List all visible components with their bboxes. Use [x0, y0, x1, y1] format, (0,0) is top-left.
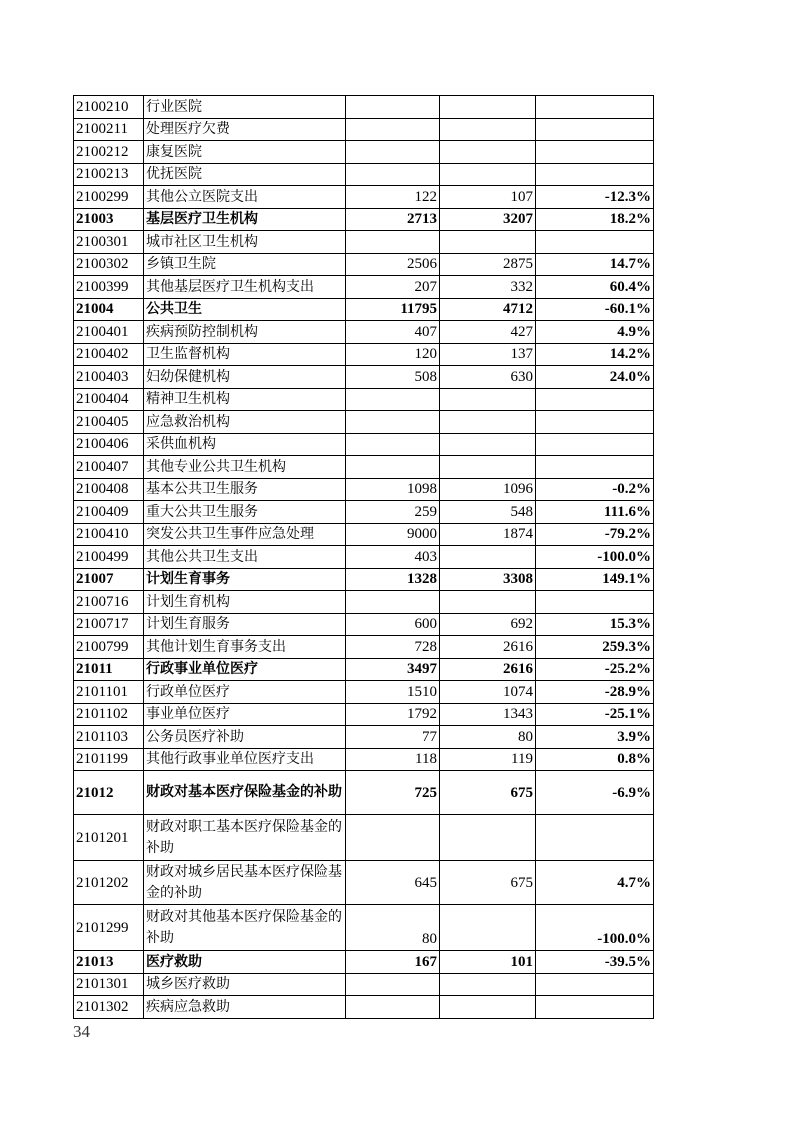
table-row [74, 96, 654, 119]
subject-code-cell: 2100799 [74, 636, 144, 659]
table-row [74, 703, 654, 726]
percent-change-cell [536, 996, 654, 1019]
table-row [74, 996, 654, 1019]
subject-name-cell: 计划生育服务 [144, 613, 346, 636]
percent-change-cell [536, 973, 654, 996]
value-cell: 2713 [346, 208, 440, 231]
value-cell: 119 [440, 748, 536, 771]
subject-name-cell: 疾病应急救助 [144, 996, 346, 1019]
table-row [74, 681, 654, 704]
subject-code-cell: 2101299 [74, 905, 144, 951]
value-cell [346, 163, 440, 186]
table-row [74, 613, 654, 636]
subject-code-cell: 2100406 [74, 433, 144, 456]
value-cell: 508 [346, 366, 440, 389]
subject-name-cell: 行业医院 [144, 96, 346, 119]
table-row [74, 748, 654, 771]
value-cell [440, 231, 536, 254]
value-cell [346, 591, 440, 614]
percent-change-cell [536, 118, 654, 141]
value-cell: 120 [346, 343, 440, 366]
value-cell: 2875 [440, 253, 536, 276]
subject-code-cell: 2101101 [74, 681, 144, 704]
percent-change-cell [536, 231, 654, 254]
subject-code-cell: 2101102 [74, 703, 144, 726]
percent-change-cell: -25.2% [536, 658, 654, 681]
value-cell [346, 433, 440, 456]
value-cell: 11795 [346, 298, 440, 321]
value-cell: 1343 [440, 703, 536, 726]
value-cell: 1328 [346, 568, 440, 591]
percent-change-cell: 4.9% [536, 321, 654, 344]
subject-code-cell: 21013 [74, 951, 144, 974]
value-cell [346, 96, 440, 119]
value-cell: 2616 [440, 658, 536, 681]
subject-code-cell: 21007 [74, 568, 144, 591]
table-row [74, 253, 654, 276]
percent-change-cell: 0.8% [536, 748, 654, 771]
value-cell: 207 [346, 276, 440, 299]
value-cell [440, 591, 536, 614]
subject-name-cell: 公务员医疗补助 [144, 726, 346, 749]
percent-change-cell: 24.0% [536, 366, 654, 389]
table-row [74, 276, 654, 299]
value-cell: 1792 [346, 703, 440, 726]
value-cell: 80 [440, 726, 536, 749]
table-row [74, 973, 654, 996]
value-cell: 3497 [346, 658, 440, 681]
subject-name-cell: 采供血机构 [144, 433, 346, 456]
table-row [74, 591, 654, 614]
value-cell [346, 141, 440, 164]
table-row [74, 433, 654, 456]
subject-code-cell: 2100404 [74, 388, 144, 411]
percent-change-cell: -60.1% [536, 298, 654, 321]
value-cell [346, 456, 440, 479]
percent-change-cell: 14.2% [536, 343, 654, 366]
table-row [74, 163, 654, 186]
percent-change-cell [536, 815, 654, 861]
subject-name-cell: 行政单位医疗 [144, 681, 346, 704]
subject-code-cell: 2100299 [74, 186, 144, 209]
table-row [74, 726, 654, 749]
percent-change-cell: -0.2% [536, 478, 654, 501]
percent-change-cell: 14.7% [536, 253, 654, 276]
subject-code-cell: 2100399 [74, 276, 144, 299]
value-cell: 137 [440, 343, 536, 366]
subject-name-cell: 精神卫生机构 [144, 388, 346, 411]
subject-name-cell: 卫生监督机构 [144, 343, 346, 366]
table-row [74, 411, 654, 434]
value-cell: 675 [440, 771, 536, 815]
percent-change-cell [536, 411, 654, 434]
subject-code-cell: 2101103 [74, 726, 144, 749]
value-cell: 1096 [440, 478, 536, 501]
subject-name-cell: 计划生育事务 [144, 568, 346, 591]
value-cell: 600 [346, 613, 440, 636]
value-cell: 107 [440, 186, 536, 209]
subject-name-cell: 突发公共卫生事件应急处理 [144, 523, 346, 546]
table-row [74, 501, 654, 524]
subject-code-cell: 2100405 [74, 411, 144, 434]
value-cell [346, 815, 440, 861]
value-cell: 3207 [440, 208, 536, 231]
value-cell: 77 [346, 726, 440, 749]
value-cell: 122 [346, 186, 440, 209]
value-cell [440, 456, 536, 479]
subject-code-cell: 21011 [74, 658, 144, 681]
subject-code-cell: 2101301 [74, 973, 144, 996]
subject-name-cell: 应急救治机构 [144, 411, 346, 434]
value-cell: 675 [440, 861, 536, 905]
percent-change-cell: -25.1% [536, 703, 654, 726]
value-cell: 2506 [346, 253, 440, 276]
table-row [74, 321, 654, 344]
value-cell [346, 388, 440, 411]
subject-name-cell: 重大公共卫生服务 [144, 501, 346, 524]
value-cell: 403 [346, 546, 440, 569]
value-cell: 118 [346, 748, 440, 771]
table-row [74, 343, 654, 366]
subject-code-cell: 2100212 [74, 141, 144, 164]
percent-change-cell: 149.1% [536, 568, 654, 591]
percent-change-cell: -28.9% [536, 681, 654, 704]
subject-name-cell: 财政对城乡居民基本医疗保险基金的补助 [144, 861, 346, 905]
subject-name-cell: 医疗救助 [144, 951, 346, 974]
value-cell [440, 141, 536, 164]
subject-code-cell: 21004 [74, 298, 144, 321]
percent-change-cell: -6.9% [536, 771, 654, 815]
value-cell [440, 118, 536, 141]
percent-change-cell [536, 163, 654, 186]
value-cell: 259 [346, 501, 440, 524]
table-row [74, 636, 654, 659]
subject-name-cell: 财政对其他基本医疗保险基金的补助 [144, 905, 346, 951]
percent-change-cell: 111.6% [536, 501, 654, 524]
subject-name-cell: 乡镇卫生院 [144, 253, 346, 276]
percent-change-cell [536, 96, 654, 119]
table-row [74, 523, 654, 546]
subject-name-cell: 其他公立医院支出 [144, 186, 346, 209]
subject-code-cell: 2100302 [74, 253, 144, 276]
value-cell [440, 96, 536, 119]
subject-code-cell: 2100408 [74, 478, 144, 501]
percent-change-cell [536, 591, 654, 614]
percent-change-cell [536, 141, 654, 164]
subject-name-cell: 康复医院 [144, 141, 346, 164]
value-cell: 407 [346, 321, 440, 344]
category-row [74, 298, 654, 321]
value-cell [346, 231, 440, 254]
subject-code-cell: 2100403 [74, 366, 144, 389]
value-cell: 548 [440, 501, 536, 524]
subject-code-cell: 2100301 [74, 231, 144, 254]
subject-code-cell: 2100410 [74, 523, 144, 546]
value-cell: 1098 [346, 478, 440, 501]
value-cell: 332 [440, 276, 536, 299]
percent-change-cell: 18.2% [536, 208, 654, 231]
subject-name-cell: 事业单位医疗 [144, 703, 346, 726]
subject-name-cell: 基层医疗卫生机构 [144, 208, 346, 231]
value-cell [346, 973, 440, 996]
table-row [74, 231, 654, 254]
value-cell: 101 [440, 951, 536, 974]
table-row [74, 815, 654, 861]
subject-name-cell: 其他行政事业单位医疗支出 [144, 748, 346, 771]
subject-code-cell: 2100401 [74, 321, 144, 344]
category-row [74, 771, 654, 815]
value-cell: 80 [346, 905, 440, 951]
value-cell: 167 [346, 951, 440, 974]
subject-code-cell: 2100716 [74, 591, 144, 614]
value-cell [440, 905, 536, 951]
table-row [74, 861, 654, 905]
subject-code-cell: 2101199 [74, 748, 144, 771]
subject-name-cell: 基本公共卫生服务 [144, 478, 346, 501]
value-cell: 427 [440, 321, 536, 344]
subject-code-cell: 2100211 [74, 118, 144, 141]
percent-change-cell: 60.4% [536, 276, 654, 299]
value-cell: 4712 [440, 298, 536, 321]
page-number: 34 [73, 1022, 90, 1041]
percent-change-cell: 4.7% [536, 861, 654, 905]
subject-code-cell: 2100499 [74, 546, 144, 569]
value-cell: 692 [440, 613, 536, 636]
subject-code-cell: 2100210 [74, 96, 144, 119]
subject-name-cell: 其他计划生育事务支出 [144, 636, 346, 659]
table-row [74, 186, 654, 209]
subject-name-cell: 妇幼保健机构 [144, 366, 346, 389]
subject-name-cell: 城乡医疗救助 [144, 973, 346, 996]
subject-name-cell: 其他公共卫生支出 [144, 546, 346, 569]
subject-code-cell: 2100409 [74, 501, 144, 524]
value-cell [440, 546, 536, 569]
percent-change-cell: -100.0% [536, 546, 654, 569]
table-row [74, 456, 654, 479]
percent-change-cell: 259.3% [536, 636, 654, 659]
percent-change-cell [536, 388, 654, 411]
value-cell: 630 [440, 366, 536, 389]
percent-change-cell [536, 433, 654, 456]
percent-change-cell [536, 456, 654, 479]
percent-change-cell: -100.0% [536, 905, 654, 951]
value-cell [440, 433, 536, 456]
value-cell: 2616 [440, 636, 536, 659]
percent-change-cell: 3.9% [536, 726, 654, 749]
subject-name-cell: 计划生育机构 [144, 591, 346, 614]
percent-change-cell: 15.3% [536, 613, 654, 636]
category-row [74, 568, 654, 591]
subject-name-cell: 公共卫生 [144, 298, 346, 321]
subject-name-cell: 处理医疗欠费 [144, 118, 346, 141]
table-row [74, 388, 654, 411]
value-cell [440, 388, 536, 411]
subject-code-cell: 2100717 [74, 613, 144, 636]
percent-change-cell: -79.2% [536, 523, 654, 546]
value-cell: 728 [346, 636, 440, 659]
subject-name-cell: 财政对基本医疗保险基金的补助 [144, 771, 346, 815]
table-row [74, 905, 654, 951]
subject-name-cell: 城市社区卫生机构 [144, 231, 346, 254]
subject-code-cell: 2100213 [74, 163, 144, 186]
table-row [74, 546, 654, 569]
subject-name-cell: 财政对职工基本医疗保险基金的补助 [144, 815, 346, 861]
table-row [74, 478, 654, 501]
value-cell [440, 973, 536, 996]
percent-change-cell: -39.5% [536, 951, 654, 974]
table-row [74, 141, 654, 164]
subject-name-cell: 行政事业单位医疗 [144, 658, 346, 681]
subject-code-cell: 2101202 [74, 861, 144, 905]
value-cell [440, 815, 536, 861]
subject-name-cell: 优抚医院 [144, 163, 346, 186]
value-cell [346, 411, 440, 434]
category-row [74, 658, 654, 681]
subject-name-cell: 其他基层医疗卫生机构支出 [144, 276, 346, 299]
subject-code-cell: 21012 [74, 771, 144, 815]
value-cell: 3308 [440, 568, 536, 591]
percent-change-cell: -12.3% [536, 186, 654, 209]
subject-code-cell: 2100402 [74, 343, 144, 366]
value-cell [346, 996, 440, 1019]
table-row [74, 366, 654, 389]
subject-name-cell: 其他专业公共卫生机构 [144, 456, 346, 479]
value-cell: 1510 [346, 681, 440, 704]
value-cell: 9000 [346, 523, 440, 546]
table-row [74, 118, 654, 141]
category-row [74, 951, 654, 974]
value-cell [440, 163, 536, 186]
subject-code-cell: 2101302 [74, 996, 144, 1019]
value-cell: 1074 [440, 681, 536, 704]
subject-code-cell: 2101201 [74, 815, 144, 861]
budget-table-body [74, 96, 654, 1019]
subject-code-cell: 2100407 [74, 456, 144, 479]
value-cell [440, 411, 536, 434]
category-row [74, 208, 654, 231]
value-cell: 645 [346, 861, 440, 905]
subject-name-cell: 疾病预防控制机构 [144, 321, 346, 344]
value-cell [440, 996, 536, 1019]
value-cell [346, 118, 440, 141]
subject-code-cell: 21003 [74, 208, 144, 231]
budget-table [73, 95, 654, 1019]
value-cell: 1874 [440, 523, 536, 546]
value-cell: 725 [346, 771, 440, 815]
